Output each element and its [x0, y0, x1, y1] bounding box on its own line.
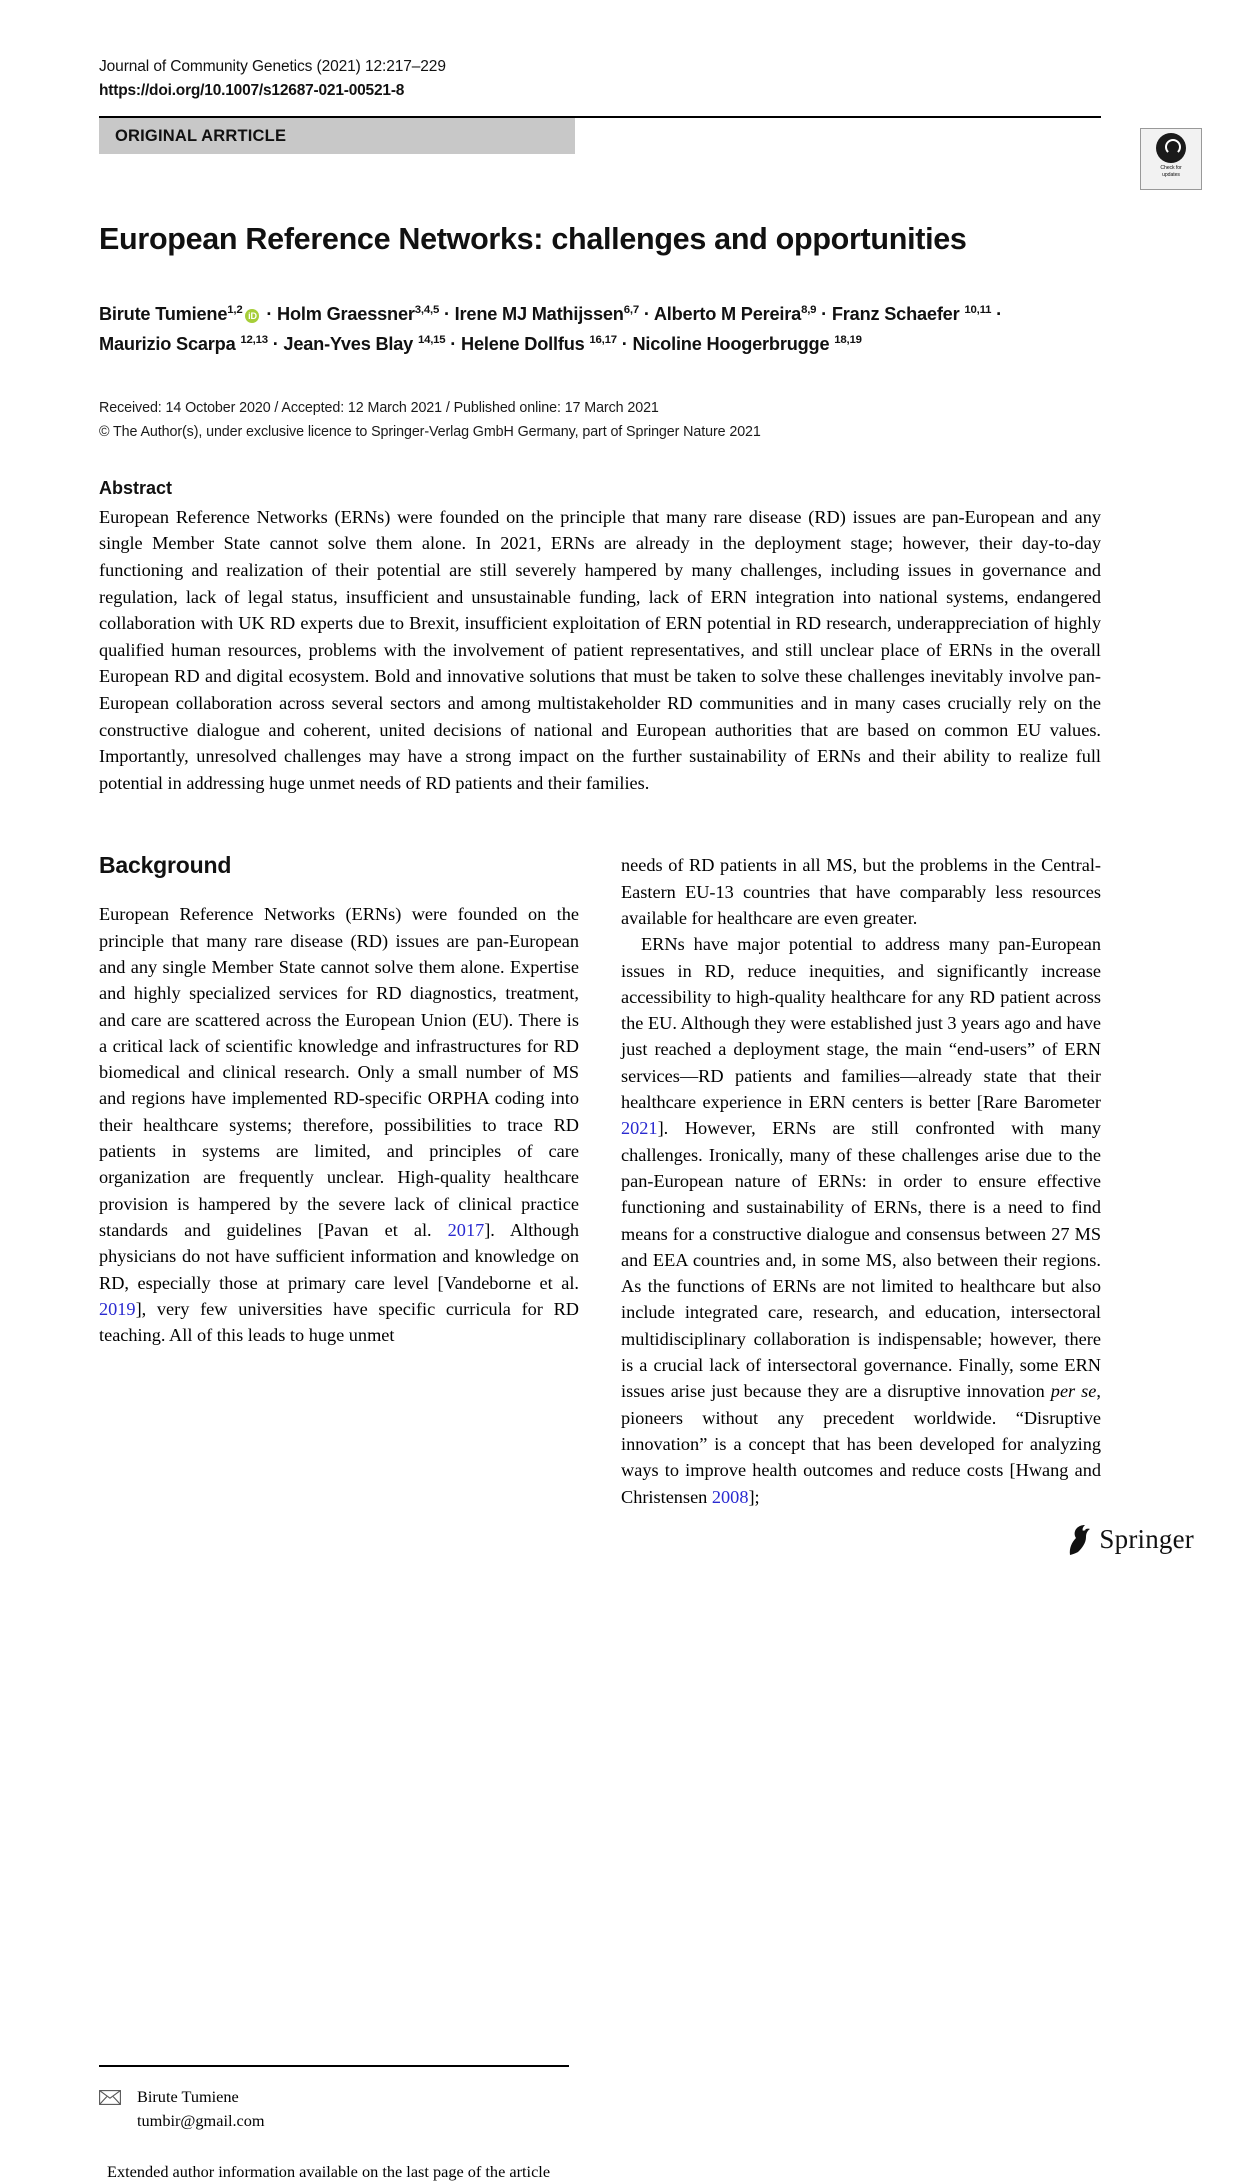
article-category-row: [99, 118, 1101, 154]
extended-author-info-note: Extended author information available on the last page of the article: [107, 2161, 551, 2181]
left-column: [99, 852, 579, 2181]
corresponding-author-name: Birute Tumiene: [137, 2087, 239, 2107]
correspondence-footnote: [99, 2065, 579, 2181]
corresponding-author-email[interactable]: tumbir@gmail.com: [137, 2110, 265, 2130]
author-line-2: Maurizio Scarpa $^{12,13}$ · Jean-Yves Blay $^{14,15}$ · Helene Dollfus $^{16,17}$ · Nicoline Hoogerbrugge $^{18,19}$: [99, 333, 862, 354]
background-paragraph-right-2: ERNs have major potential to address many pan-European issues in RD, reduce inequities, and significantly increase accessibility to high-quality healthcare for any RD patient across the EU. Although they were established just 3 years ago and have just reached a deployment stage, the main “end-users” of ERN services—RD patients and families—already state that their healthcare experience in ERN centers is better [Rare Barometer 2021]. However, ERNs are still confronted with many challenges. Ironically, many of these challenges arise due to the pan-European nature of ERNs: in order to ensure effective functioning and sustainability of ERNs, there is a need to find means for a constructive dialogue and consensus between 27 MS and EEA countries and, in some MS, also between their regions. As the functions of ERNs are not limited to healthcare but also include integrated care, research, and education, intersectoral multidisciplinary collaboration is indispensable; however, there is a crucial lack of intersectoral governance. Finally, some ERN issues arise just because they are a disruptive innovation per se, pioneers without any precedent worldwide. “Disruptive innovation” is a concept that has been developed for analyzing ways to improve health outcomes and reduce costs [Hwang and Christensen 2008];: [621, 934, 1101, 1507]
crossmark-label-line2: updates: [1162, 171, 1180, 178]
copyright-line: © The Author(s), under exclusive licence to Springer-Verlag GmbH Germany, part of Springer Nature 2021: [99, 423, 761, 440]
abstract-heading: Abstract: [99, 477, 173, 498]
author-list: [99, 300, 1101, 359]
background-paragraph-right-1: needs of RD patients in all MS, but the problems in the Central-Eastern EU-13 countries that have comparably less resources available for healthcare are even greater.: [621, 855, 1101, 928]
envelope-icon: [99, 2088, 121, 2111]
crossmark-label: [1160, 165, 1181, 178]
correspondence-text: [137, 2085, 265, 2131]
journal-header: [99, 55, 1101, 102]
author-line-1: Birute Tumiene$^{1,2}$iD · Holm Graessner$^{3,4,5}$ · Irene MJ Mathijssen$^{6,7}$ · Alberto M Pereira$^{8,9}$ · Franz Schaefer $^{10,11}$ ·: [99, 304, 1002, 325]
page-content: [99, 55, 1101, 2181]
journal-citation-line: Journal of Community Genetics (2021) 12:217–229: [99, 58, 446, 75]
doi-link[interactable]: https://doi.org/10.1007/s12687-021-00521-8: [99, 82, 405, 100]
section-heading-background: Background: [99, 852, 232, 879]
check-for-updates-badge[interactable]: [1140, 128, 1202, 190]
springer-horse-icon: [1065, 1522, 1091, 1556]
springer-logo: [1065, 1522, 1194, 1556]
footnote-divider-rule: [99, 2065, 569, 2067]
crossmark-label-line1: Check for: [1160, 165, 1182, 171]
page-title: European Reference Networks: challenges and opportunities: [99, 222, 967, 257]
crossmark-icon: [1156, 133, 1186, 163]
background-paragraph-left: European Reference Networks (ERNs) were founded on the principle that many rare disease (RD) issues are pan-European and any single Member State cannot solve them alone. Expertise and highly specialized services for RD diagnostics, treatment, and care are scattered across the European Union (EU). There is a critical lack of scientific knowledge and infrastructures for RD biomedical and clinical research. Only a small number of MS and regions have implemented RD-specific ORPHA coding into their healthcare systems; therefore, possibilities to trace RD patients in systems are limited, and principles of care organization are frequently unclear. High-quality healthcare provision is hampered by the severe lack of clinical practice standards and guidelines [Pavan et al. 2017]. Although physicians do not have sufficient information and knowledge on RD, especially those at primary care level [Vandeborne et al. 2019], very few universities have specific curricula for RD teaching. All of this leads to huge unmet: [99, 904, 579, 1346]
abstract-text: European Reference Networks (ERNs) were founded on the principle that many rare disease (RD) issues are pan-European and any single Member State cannot solve them alone. In 2021, ERNs are already in the deployment stage; however, their day-to-day functioning and realization of their potential are still severely hampered by many challenges, including issues in governance and regulation, lack of legal status, insufficient and unsustainable funding, lack of ERN integration into national systems, endangered collaboration with UK RD experts due to Brexit, insufficient exploitation of ERN potential in RD research, underappreciation of highly qualified human resources, problems with the involvement of patient representatives, and still unclear place of ERNs in the overall European RD and digital ecosystem. Bold and innovative solutions that must be taken to solve these challenges inevitably involve pan-European collaboration across several sectors and among multistakeholder RD communities and in many cases crucially rely on the constructive dialogue and coherent, united decisions of national and European authorities that are based on common EU values. Importantly, unresolved challenges may have a strong impact on the further sustainability of ERNs and their ability to realize full potential in addressing huge unmet needs of RD patients and their families.: [99, 506, 1101, 793]
right-column: [621, 852, 1101, 1509]
correspondence-block: [99, 2085, 579, 2131]
article-category-badge: ORIGINAL ARRTICLE: [99, 118, 575, 154]
publication-dates: Received: 14 October 2020 / Accepted: 12 March 2021 / Published online: 17 March 2021: [99, 400, 659, 417]
two-column-body: [99, 852, 1101, 2181]
springer-wordmark: Springer: [1099, 1523, 1194, 1554]
